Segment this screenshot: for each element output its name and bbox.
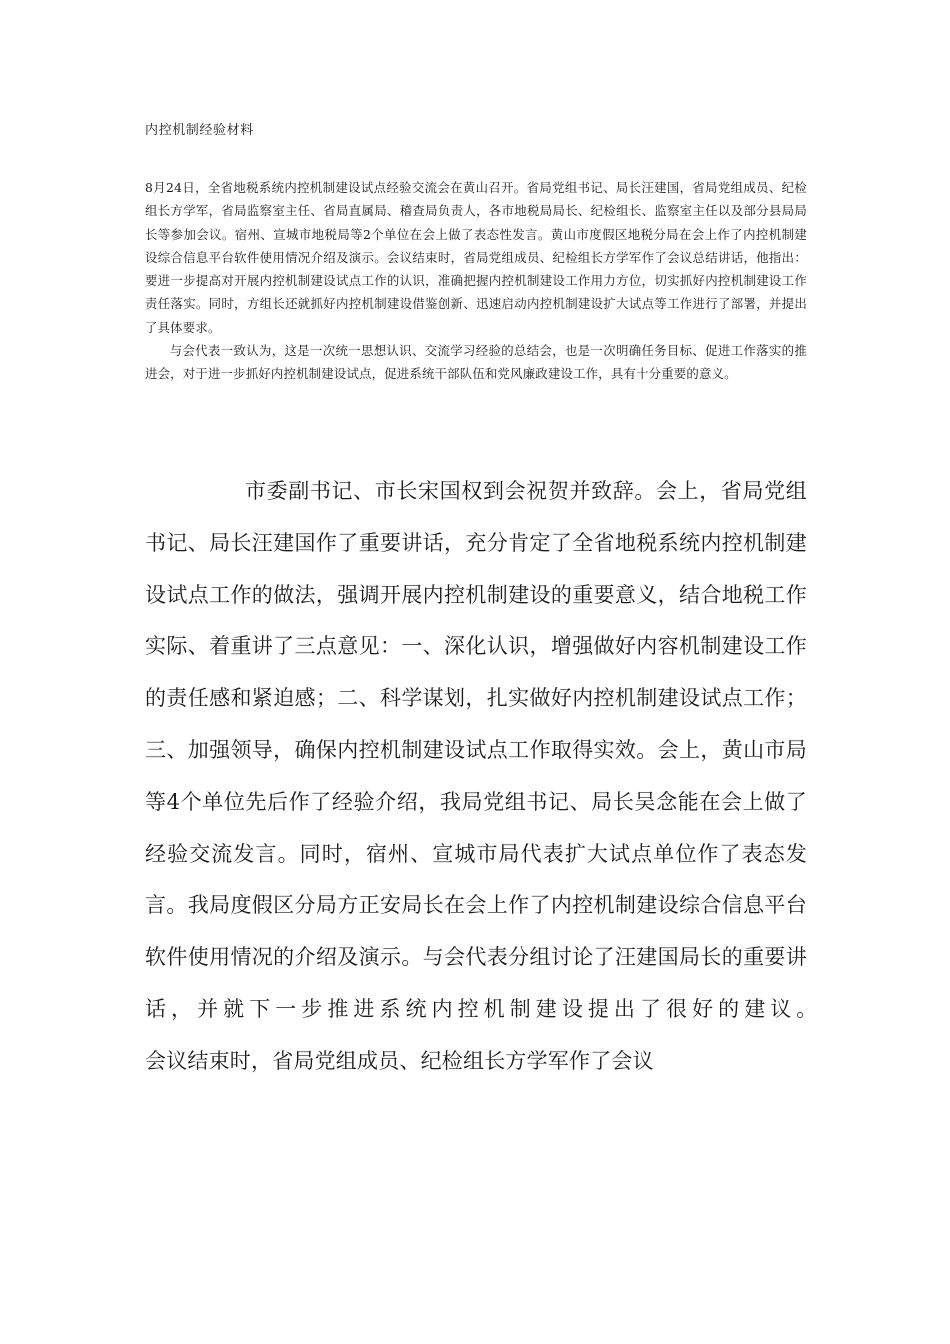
summary-section — [145, 176, 807, 386]
summary-paragraph-2: 与会代表一致认为，这是一次统一思想认识、交流学习经验的总结会，也是一次明确任务目标、促进工作落实的推进会，对于进一步抓好内控机制建设试点，促进系统干部队伍和党风廉政建设工作，具有十分重要的意义。 — [145, 343, 807, 382]
body-paragraph: 市委副书记、市长宋国权到会祝贺并致辞。会上，省局党组书记、局长汪建国作了重要讲话，充分肯定了全省地税系统内控机制建设试点工作的做法，强调开展内控机制建设的重要意义，结合地税工作实际、着重讲了三点意见：一、深化认识，增强做好内容机制建设工作的责任感和紧迫感；二、科学谋划，扎实做好内控机制建设试点工作；三、加强领导，确保内控机制建设试点工作取得实效。会上，黄山市局等4个单位先后作了经验介绍，我局党组书记、局长吴念能在会上做了经验交流发言。同时，宿州、宣城市局代表扩大试点单位作了表态发言。我局度假区分局方正安局长在会上作了内控机制建设综合信息平台软件使用情况的介绍及演示。与会代表分组讨论了汪建国局长的重要讲话，并就下一步推进系统内控机制建设提出了很好的建议。 会议结束时，省局党组成员、纪检组长方学军作了会议 — [145, 479, 913, 1073]
body-section — [145, 466, 913, 1088]
summary-paragraph-1: 8月24日，全省地税系统内控机制建设试点经验交流会在黄山召开。省局党组书记、局长汪建国，省局党组成员、纪检组长方学军，省局监察室主任、省局直属局、稽查局负责人，各市地税局局长、纪检组长、监察室主任以及部分县局局长等参加会议。宿州、宣城市地税局等2个单位在会上做了表态性发言。黄山市度假区地税分局在会上作了内控机制建设综合信息平台软件使用情况介绍及演示。会议结束时，省局党组成员、纪检组长方学军作了会议总结讲话，他指出：要进一步提高对开展内控机制建设试点工作的认识，准确把握内控机制建设工作用力方位，切实抓好内控机制建设工作责任落实。同时，方组长还就抓好内控机制建设借鉴创新、迅速启动内控机制建设扩大试点等工作进行了部署，并提出了具体要求。 — [145, 180, 807, 335]
document-title: 内控机制经验材料 — [145, 123, 254, 138]
